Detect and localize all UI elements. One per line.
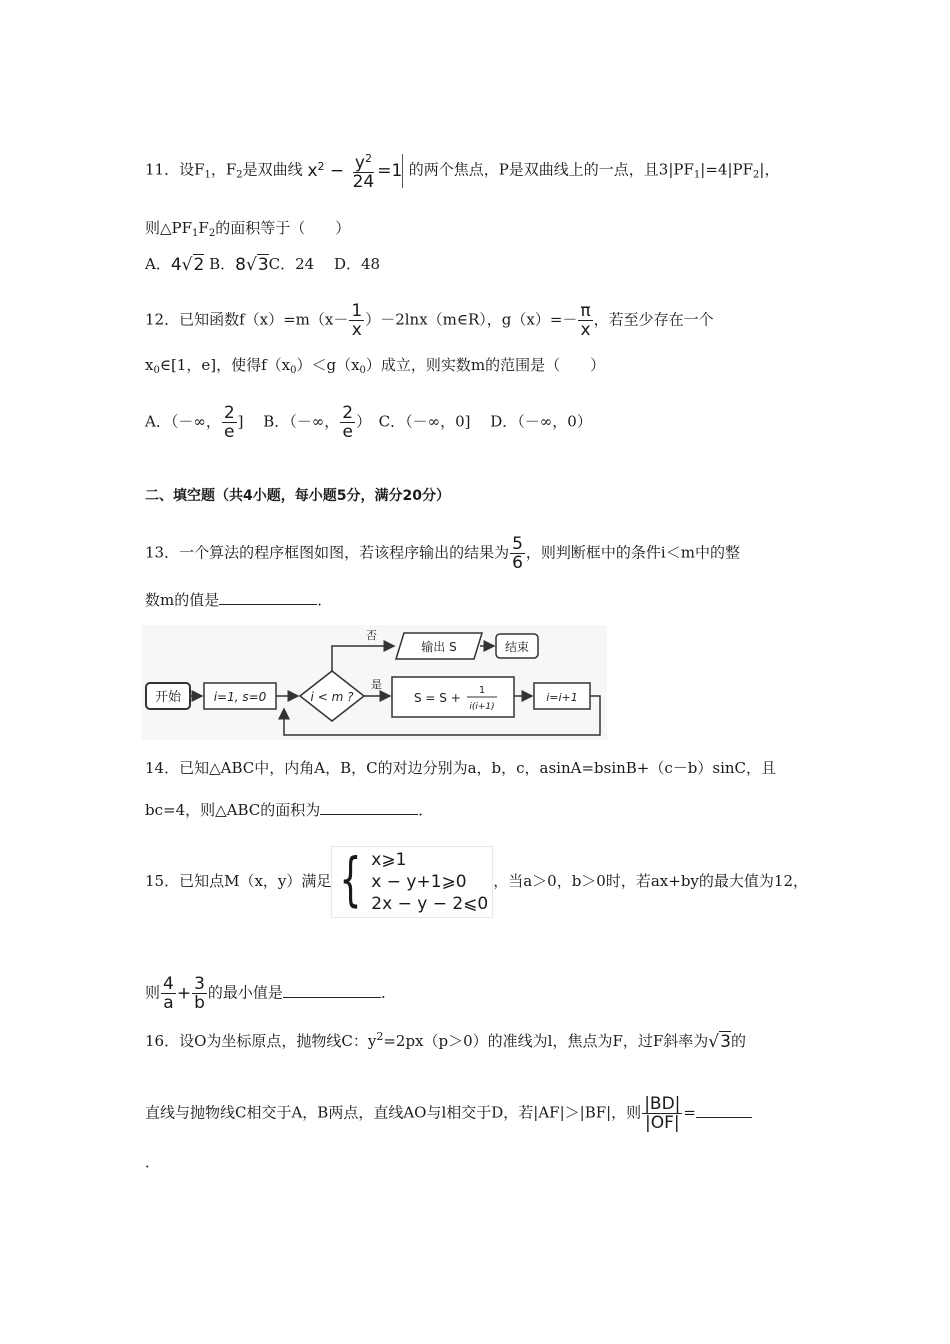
fraction-3-over-b: $\frac{3}{b}$ xyxy=(194,974,205,1013)
flow-start-label: 开始 xyxy=(154,690,182,705)
q12-options: A．（－∞， $\frac{2}{e}$ ] B．（－∞， $\frac{2}{e}$ ） C．（－∞，0] D．（－∞，0） xyxy=(145,403,592,442)
fraction-2-over-e: $\frac{2}{e}$ xyxy=(223,403,235,442)
fraction-bd-over-of: $\frac{|BD|}{|OF|}$ xyxy=(644,1094,681,1133)
answer-blank xyxy=(283,983,381,998)
answer-blank xyxy=(219,590,317,605)
hyperbola-equation: $x^2$ − $\frac{y^2}{24}$ =1 xyxy=(307,152,403,192)
q11-line2: 则$\triangle PF_1F_2$的面积等于（ ） xyxy=(145,219,351,239)
q12-line2: $x_0\in[1$，e]，使得$f(x_0)<g(x_0)$成立，则实数m的范围是（ ） xyxy=(145,356,606,376)
q12-line1: 12．已知函数f（x）=m（x－ $\frac{1}{x}$ ）－2lnx（m∈R），g（x）=－ $\frac{\pi}{x}$ ，若至少存在一个 xyxy=(145,301,714,340)
fraction-2-over-e: $\frac{2}{e}$ xyxy=(342,403,354,442)
answer-blank xyxy=(320,800,418,815)
q16-line1: 16．设O为坐标原点，抛物线C：$y^2=2px(p>0)$的准线为l，焦点为F，过F斜率为√3的 xyxy=(145,1030,746,1052)
option-b-value: 8√3 xyxy=(235,255,269,275)
section-heading: 二、填空题（共4小题，每小题5分，满分20分） xyxy=(145,488,450,504)
fraction-pi-over-x: $\frac{\pi}{x}$ xyxy=(580,301,591,340)
flow-update-s-den: i(i+1) xyxy=(469,702,495,712)
flow-yes-label: 是 xyxy=(371,678,382,691)
q14-line1: 14．已知△ABC中，内角A，B，C的对边分别为a，b，c，asinA=bsinB+（c－b）sinC，且 xyxy=(145,759,776,777)
flowchart xyxy=(142,625,607,740)
q13-line2: 数m的值是 ． xyxy=(145,591,333,609)
inequality-system: { x⩾1 x − y+1⩾0 2x − y − 2⩽0 xyxy=(331,846,493,918)
q14-line2: bc=4，则△ABC的面积为 ． xyxy=(145,801,434,819)
flow-init-label: i=1, s=0 xyxy=(213,690,267,704)
q15-line1: 15．已知点M（x，y）满足 { x⩾1 x − y+1⩾0 2x − y − 2⩽0 ，当a＞0，b＞0时，若ax+by的最大值为12， xyxy=(145,846,808,918)
answer-blank xyxy=(696,1103,752,1118)
flow-update-i-label: i=i+1 xyxy=(546,691,578,704)
q13-line1: 13．一个算法的程序框图如图，若该程序输出的结果为 $\frac{5}{6}$ ，则判断框中的条件i＜m中的整 xyxy=(145,534,740,573)
q15-line2: 则 $\frac{4}{a}$ + $\frac{3}{b}$ 的最小值是 ． xyxy=(145,974,396,1013)
fraction-1-over-x: $\frac{1}{x}$ xyxy=(351,301,363,340)
fraction-4-over-a: $\frac{4}{a}$ xyxy=(163,974,174,1013)
sqrt-3: √3 xyxy=(708,1032,731,1052)
q11-line1: 11．设$F_1$，$F_2$是双曲线 $x^2$ − $\frac{y^2}{24}$ =1 的两个焦点，P是双曲线上的一点，且$3|PF_1|=4|PF_2|$， xyxy=(145,152,780,192)
flow-update-s-num: 1 xyxy=(478,685,486,696)
flow-decision-label: i < m ? xyxy=(310,690,354,704)
flow-end-label: 结束 xyxy=(504,640,530,654)
flow-update-s-label: S = S + xyxy=(414,691,461,705)
flow-no-label: 否 xyxy=(366,629,377,642)
option-a-value: 4√2 xyxy=(170,255,205,275)
q11-options: A．4√2 B．8√3C．24 D．48 xyxy=(145,255,381,275)
flow-output-label: 输出 S xyxy=(421,640,457,654)
q16-line3: ． xyxy=(145,1153,161,1171)
q16-line2: 直线与抛物线C相交于A，B两点，直线AO与l相交于D，若|AF|＞|BF|，则 $\frac{|BD|}{|OF|}$ = xyxy=(145,1095,752,1132)
fraction-5-over-6: $\frac{5}{6}$ xyxy=(512,534,523,573)
